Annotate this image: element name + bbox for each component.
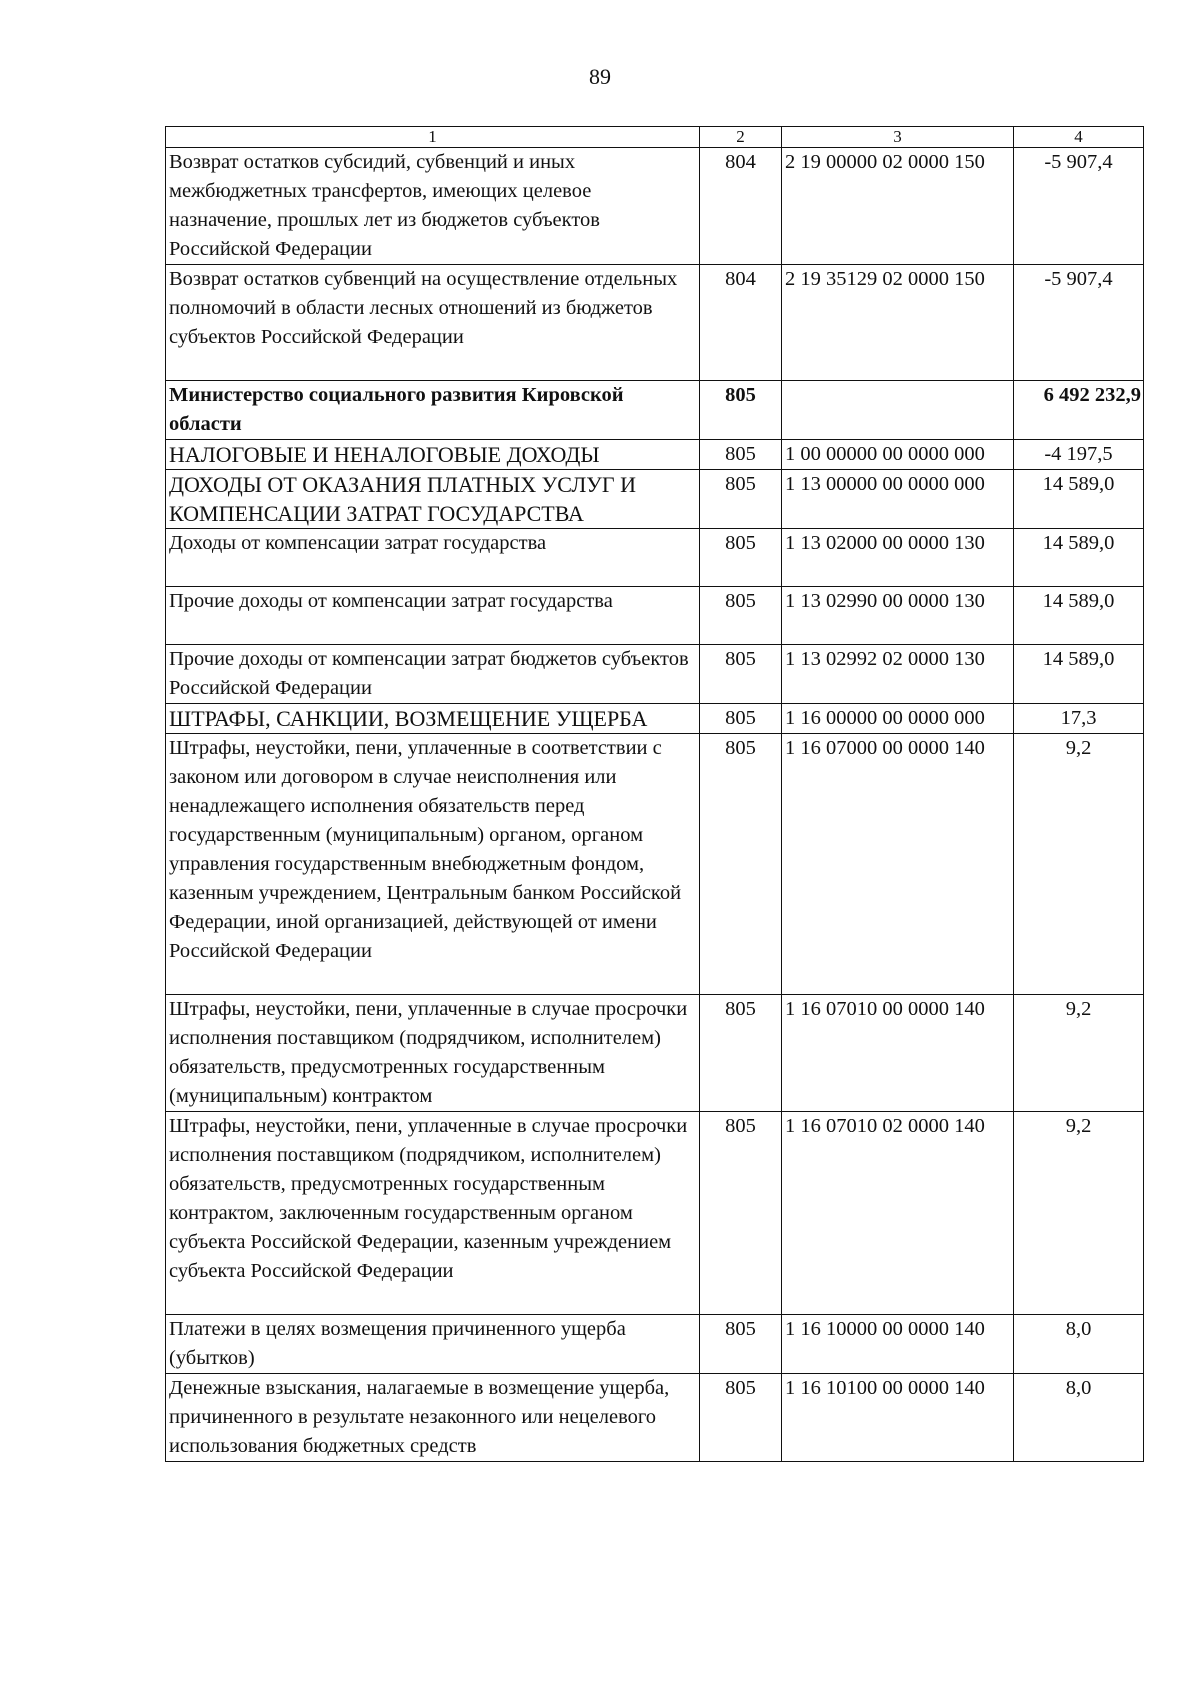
column-header-admin: 2 (700, 127, 782, 148)
revenue-table (165, 126, 1144, 1462)
row-amount: 8,0 (1014, 1315, 1144, 1374)
row-amount: 6 492 232,9 (1014, 381, 1144, 440)
row-classification-code: 2 19 35129 02 0000 150 (782, 265, 1014, 381)
table-header (166, 127, 1144, 148)
table-row (166, 381, 1144, 440)
row-admin-code: 805 (700, 587, 782, 645)
table-row (166, 265, 1144, 381)
table-row (166, 587, 1144, 645)
row-name: Прочие доходы от компенсации затрат государства (166, 587, 700, 645)
row-name: Возврат остатков субвенций на осуществление отдельных полномочий в области лесных отношений из бюджетов субъектов Российской Федерации (166, 265, 700, 381)
column-header-amount: 4 (1014, 127, 1144, 148)
table-row (166, 1374, 1144, 1462)
row-amount: -4 197,5 (1014, 440, 1144, 470)
row-classification-code: 1 16 07010 00 0000 140 (782, 995, 1014, 1112)
row-classification-code (782, 381, 1014, 440)
row-name: Штрафы, неустойки, пени, уплаченные в случае просрочки исполнения поставщиком (подрядчиком, исполнителем) обязательств, предусмотренных государственным контрактом, заключенным государственным органом субъекта Российской Федерации, казенным учреждением субъекта Российской Федерации (166, 1112, 700, 1315)
row-classification-code: 1 00 00000 00 0000 000 (782, 440, 1014, 470)
row-classification-code: 1 13 00000 00 0000 000 (782, 470, 1014, 529)
row-classification-code: 1 13 02000 00 0000 130 (782, 529, 1014, 587)
table-row (166, 440, 1144, 470)
row-amount: 14 589,0 (1014, 529, 1144, 587)
column-header-code: 3 (782, 127, 1014, 148)
row-admin-code: 805 (700, 440, 782, 470)
table-row (166, 704, 1144, 734)
row-name: Возврат остатков субсидий, субвенций и иных межбюджетных трансфертов, имеющих целевое назначение, прошлых лет из бюджетов субъектов Российской Федерации (166, 148, 700, 265)
row-admin-code: 805 (700, 381, 782, 440)
row-classification-code: 1 16 07000 00 0000 140 (782, 734, 1014, 995)
row-amount: -5 907,4 (1014, 265, 1144, 381)
row-admin-code: 805 (700, 704, 782, 734)
row-admin-code: 805 (700, 995, 782, 1112)
header-row (166, 127, 1144, 148)
row-name: Прочие доходы от компенсации затрат бюджетов субъектов Российской Федерации (166, 645, 700, 704)
row-classification-code: 1 16 07010 02 0000 140 (782, 1112, 1014, 1315)
row-amount: 14 589,0 (1014, 587, 1144, 645)
row-admin-code: 805 (700, 529, 782, 587)
row-admin-code: 804 (700, 148, 782, 265)
table-row (166, 470, 1144, 529)
row-amount: 9,2 (1014, 995, 1144, 1112)
table-row (166, 1112, 1144, 1315)
row-admin-code: 805 (700, 470, 782, 529)
table-body (166, 148, 1144, 1462)
row-name: Платежи в целях возмещения причиненного ущерба (убытков) (166, 1315, 700, 1374)
row-classification-code: 1 16 00000 00 0000 000 (782, 704, 1014, 734)
column-header-name: 1 (166, 127, 700, 148)
row-amount: 14 589,0 (1014, 645, 1144, 704)
row-admin-code: 805 (700, 1374, 782, 1462)
table-row (166, 1315, 1144, 1374)
row-name: ШТРАФЫ, САНКЦИИ, ВОЗМЕЩЕНИЕ УЩЕРБА (166, 704, 700, 734)
row-admin-code: 805 (700, 645, 782, 704)
table-row (166, 148, 1144, 265)
row-admin-code: 805 (700, 1315, 782, 1374)
row-name: Доходы от компенсации затрат государства (166, 529, 700, 587)
row-admin-code: 804 (700, 265, 782, 381)
row-name: Штрафы, неустойки, пени, уплаченные в соответствии с законом или договором в случае неисполнения или ненадлежащего исполнения обязательств перед государственным (муниципальным) органом, органом управления государственным внебюджетным фондом, казенным учреждением, Центральным банком Российской Федерации, иной организацией, действующей от имени Российской Федерации (166, 734, 700, 995)
table-row (166, 995, 1144, 1112)
row-classification-code: 1 13 02990 00 0000 130 (782, 587, 1014, 645)
row-classification-code: 2 19 00000 02 0000 150 (782, 148, 1014, 265)
row-amount: 17,3 (1014, 704, 1144, 734)
table-row (166, 734, 1144, 995)
row-admin-code: 805 (700, 1112, 782, 1315)
row-amount: 9,2 (1014, 734, 1144, 995)
row-name: НАЛОГОВЫЕ И НЕНАЛОГОВЫЕ ДОХОДЫ (166, 440, 700, 470)
row-name: Денежные взыскания, налагаемые в возмещение ущерба, причиненного в результате незаконного или нецелевого использования бюджетных средств (166, 1374, 700, 1462)
row-amount: 14 589,0 (1014, 470, 1144, 529)
row-admin-code: 805 (700, 734, 782, 995)
table-row (166, 645, 1144, 704)
row-amount: 8,0 (1014, 1374, 1144, 1462)
row-name: Министерство социального развития Кировской области (166, 381, 700, 440)
row-classification-code: 1 16 10100 00 0000 140 (782, 1374, 1014, 1462)
row-classification-code: 1 16 10000 00 0000 140 (782, 1315, 1014, 1374)
table-row (166, 529, 1144, 587)
row-amount: 9,2 (1014, 1112, 1144, 1315)
row-name: ДОХОДЫ ОТ ОКАЗАНИЯ ПЛАТНЫХ УСЛУГ И КОМПЕНСАЦИИ ЗАТРАТ ГОСУДАРСТВА (166, 470, 700, 529)
row-classification-code: 1 13 02992 02 0000 130 (782, 645, 1014, 704)
page-number: 89 (589, 64, 611, 89)
row-name: Штрафы, неустойки, пени, уплаченные в случае просрочки исполнения поставщиком (подрядчиком, исполнителем) обязательств, предусмотренных государственным (муниципальным) контрактом (166, 995, 700, 1112)
row-amount: -5 907,4 (1014, 148, 1144, 265)
